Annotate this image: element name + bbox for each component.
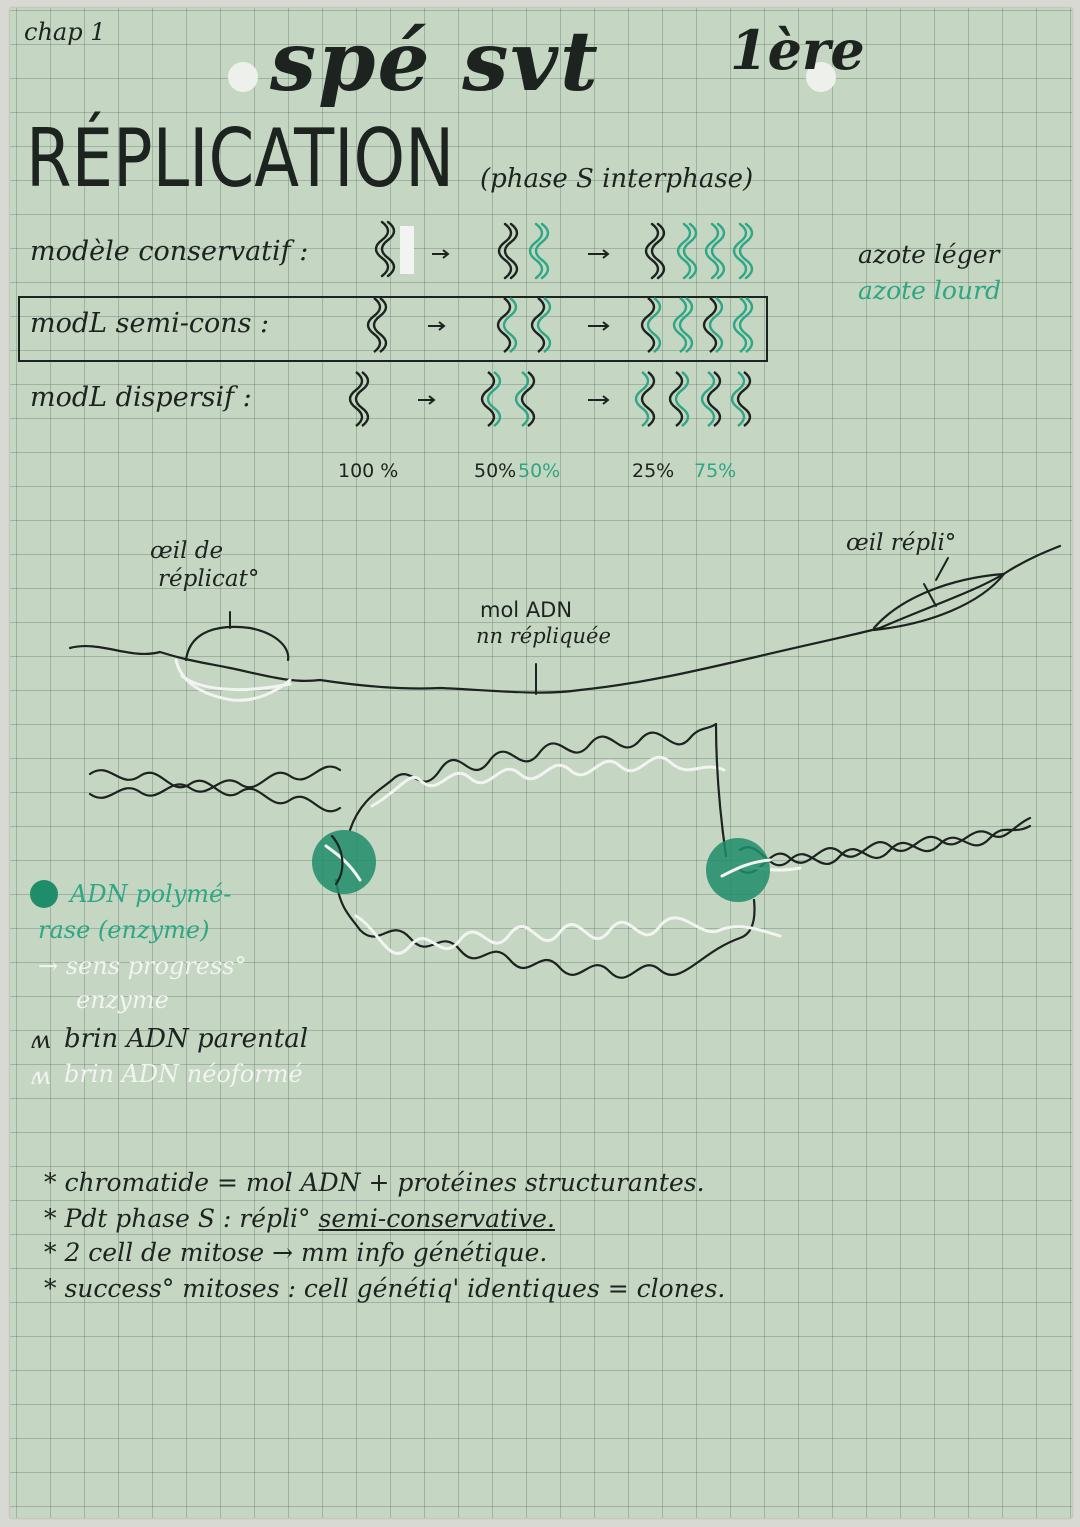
note-mitosis: * 2 cell de mitose → mm info génétique. [44,1238,548,1267]
eye-left-label-line1: œil de [150,538,224,564]
eye-left-label-line2: réplicat° [158,566,260,592]
percent-generation-1-heavy: 50% [518,460,561,482]
legend-polymerase-line1: ADN polymé- [70,880,232,908]
page-subtitle: (phase S interphase) [480,164,754,194]
legend-parental-strand: brin ADN parental [64,1024,309,1054]
page-title: RÉPLICATION [26,112,455,205]
legend-polymerase-line2: rase (enzyme) [38,916,210,944]
model-dispersive-label: modL dispersif : [30,382,252,413]
legend-direction-line1: → sens progress° [38,952,247,980]
note-chromatid: * chromatide = mol ADN + protéines structurantes. [44,1168,705,1197]
note-phase-s-emphasis: semi-conservative. [318,1204,555,1233]
legend-direction-line2: enzyme [76,986,169,1014]
course-grade: 1ère [730,18,865,82]
dispersive-model-molecules [350,372,750,426]
note-phase-s-text: * Pdt phase S : répli° [44,1204,319,1233]
note-clones: * success° mitoses : cell génétiq' identiques = clones. [44,1274,726,1303]
percent-generation-0: 100 % [338,460,399,482]
generation-arrows [418,250,608,404]
conservative-model-molecules [376,222,752,278]
chapter-label: chap 1 [24,18,106,46]
dna-molecule-label-line2: nn répliquée [476,624,611,648]
legend-new-strand: brin ADN néoformé [64,1060,303,1088]
dna-molecule-label-line1: mol ADN [480,598,573,622]
percent-generation-1-light: 50% [474,460,517,482]
legend-parental-strand-marker: ʍ [30,1026,51,1054]
percent-generation-2-light: 25% [632,460,675,482]
legend-light-nitrogen: azote léger [858,240,1000,269]
course-title: spé svt [270,14,600,110]
percent-generation-2-heavy: 75% [694,460,737,482]
legend-heavy-nitrogen: azote lourd [858,276,1002,305]
eye-right-label: œil répli° [846,530,957,556]
note-phase-s [44,1204,555,1233]
model-semiconservative-label: modL semi-cons : [30,308,270,339]
legend-new-strand-marker: ʍ [30,1062,51,1090]
model-conservative-label: modèle conservatif : [30,236,309,267]
semiconservative-model-molecules [368,298,752,352]
